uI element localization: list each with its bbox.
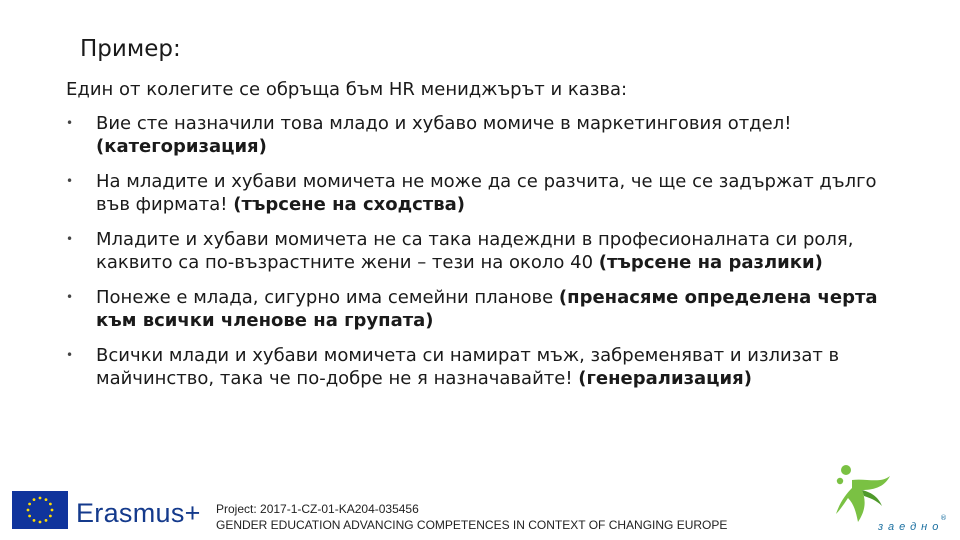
bullet-list: [66, 112, 896, 402]
eu-star-icon: [27, 509, 30, 512]
bullet-dot: •: [66, 116, 74, 130]
bullet-dot: •: [66, 348, 74, 362]
bullet-item: [66, 228, 896, 274]
eu-star-icon: [45, 519, 48, 522]
eu-star-icon: [49, 503, 52, 506]
bullet-emphasis: (пренасяме определена черта към всички членове на групата): [96, 287, 878, 331]
intro-text: Един от колегите се обръща бъм HR мениджърът и казва:: [66, 79, 628, 100]
bullet-text: Всички млади и хубави момичета си намират мъж, забременяват и излизат в майчинство, така че по-добре не я назначавайте!: [96, 345, 840, 389]
project-number: Project: 2017-1-CZ-01-KA204-035456: [216, 502, 419, 516]
bullet-item: [66, 344, 896, 390]
eu-star-icon: [45, 498, 48, 501]
eu-star-icon: [28, 515, 31, 518]
bullet-emphasis: (категоризация): [96, 136, 267, 157]
bullet-dot: •: [66, 174, 74, 188]
bullet-dot: •: [66, 232, 74, 246]
eu-star-icon: [49, 515, 52, 518]
zaedno-logo-registered: ®: [940, 514, 947, 522]
bullet-item: [66, 286, 896, 332]
bullet-item: [66, 170, 896, 216]
bullet-emphasis: (търсене на сходства): [233, 194, 465, 215]
erasmus-logo-text: Erasmus+: [76, 498, 201, 528]
bullet-item: [66, 112, 896, 158]
eu-star-icon: [33, 498, 36, 501]
eu-star-icon: [39, 521, 42, 524]
bullet-text: Вие сте назначили това младо и хубаво момиче в маркетинговия отдел!: [96, 113, 792, 134]
bullet-text: Понеже е млада, сигурно има семейни планове: [96, 287, 559, 308]
eu-star-icon: [39, 497, 42, 500]
zaedno-logo-text: заедно: [878, 521, 944, 533]
eu-star-icon: [33, 519, 36, 522]
bullet-emphasis: (търсене на разлики): [598, 252, 823, 273]
bullet-emphasis: (генерализация): [578, 368, 752, 389]
bullet-dot: •: [66, 290, 74, 304]
bullet-text: Младите и хубави момичета не са така надеждни в професионалната си роля, каквито са по-възрастните жени – тези на около 40: [96, 229, 854, 273]
eu-star-icon: [28, 503, 31, 506]
zaedno-logo-icon: [832, 462, 894, 526]
project-title: GENDER EDUCATION ADVANCING COMPETENCES IN CONTEXT OF CHANGING EUROPE: [216, 518, 728, 532]
slide-title: Пример:: [80, 36, 181, 62]
eu-flag-icon: [12, 491, 68, 529]
bullet-text: На младите и хубави момичета не може да се разчита, че ще се задържат дълго във фирмата!: [96, 171, 877, 215]
eu-star-icon: [51, 509, 54, 512]
